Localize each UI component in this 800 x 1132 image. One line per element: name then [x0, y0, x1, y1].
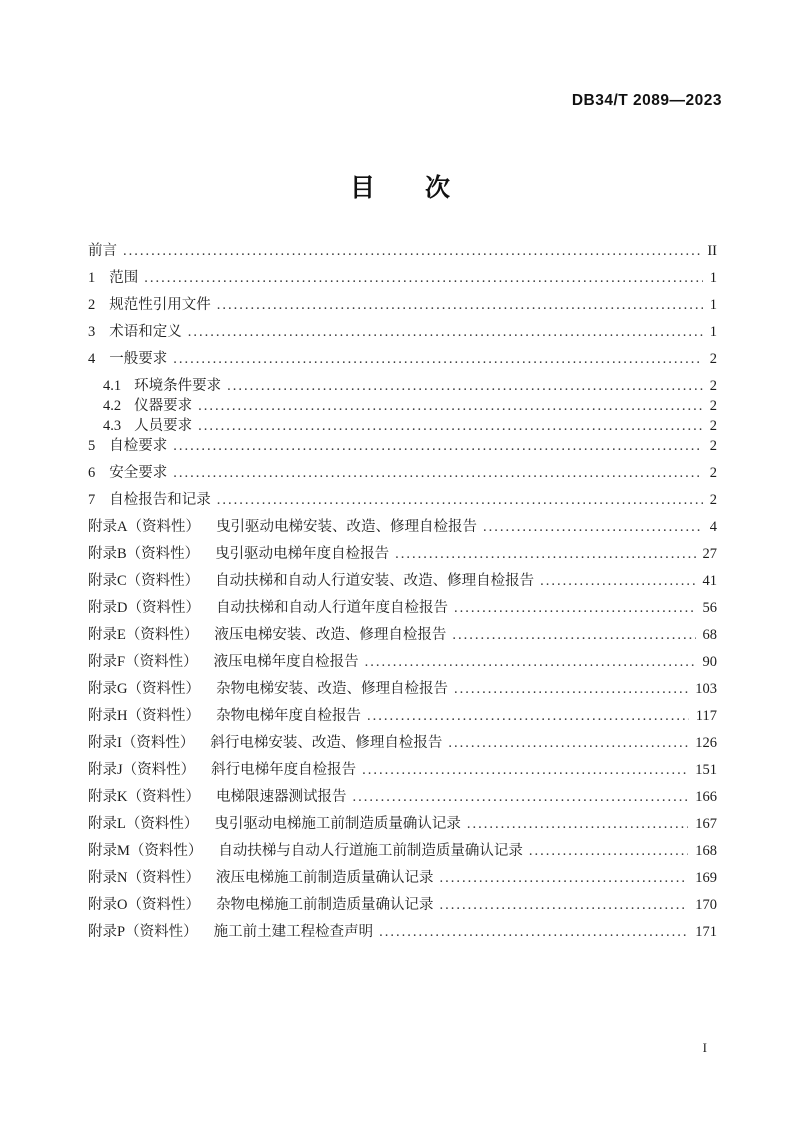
toc-entry-page: 27	[702, 546, 717, 562]
toc-entry-number: 附录H（资料性）	[88, 708, 200, 724]
toc-entry-number: 4.3	[103, 418, 122, 434]
toc-entry-title: 自动扶梯和自动人行道年度自检报告	[215, 600, 448, 616]
toc-entry-title: 液压电梯施工前制造质量确认记录	[215, 870, 434, 886]
toc-leader-dots	[173, 466, 703, 481]
toc-entry-number: 4	[88, 351, 96, 367]
toc-entry-number: 附录J（资料性）	[88, 762, 196, 778]
toc-entry-title: 曳引驱动电梯年度自检报告	[215, 546, 390, 562]
toc-entry	[88, 298, 717, 313]
toc-leader-dots	[439, 898, 688, 913]
toc-entry-title: 斜行电梯安装、改造、修理自检报告	[210, 735, 443, 751]
toc-entry-number: 1	[88, 270, 96, 286]
toc-entry	[88, 399, 717, 414]
toc-leader-dots	[352, 790, 688, 805]
toc-entry-page: 117	[695, 708, 717, 724]
toc-list	[88, 244, 717, 952]
toc-entry	[88, 520, 717, 535]
toc-leader-dots	[123, 244, 700, 259]
toc-entry-title: 电梯限速器测试报告	[215, 789, 347, 805]
toc-entry-title: 曳引驱动电梯施工前制造质量确认记录	[214, 816, 461, 832]
toc-entry-title: 术语和定义	[109, 324, 182, 340]
toc-entry	[88, 628, 717, 643]
toc-entry	[88, 736, 717, 751]
toc-entry-title: 一般要求	[109, 351, 168, 367]
toc-entry-page: 2	[709, 351, 717, 367]
toc-entry-page: 171	[695, 924, 717, 940]
toc-entry	[88, 493, 717, 508]
toc-entry-number: 2	[88, 297, 96, 313]
toc-entry-title: 前言	[88, 243, 117, 259]
toc-entry-page: 68	[702, 627, 717, 643]
toc-entry	[88, 898, 717, 913]
footer-page-number: I	[702, 1040, 707, 1055]
toc-entry-number: 附录L（资料性）	[88, 816, 199, 832]
toc-entry-title: 仪器要求	[134, 398, 193, 414]
toc-entry	[88, 601, 717, 616]
toc-entry-number: 3	[88, 324, 96, 340]
toc-entry-page: 2	[709, 492, 717, 508]
toc-entry	[88, 682, 717, 697]
toc-entry-page: 103	[695, 681, 717, 697]
toc-leader-dots	[367, 709, 689, 724]
toc-entry	[88, 871, 717, 886]
toc-entry-page: 151	[695, 762, 717, 778]
toc-entry	[88, 325, 717, 340]
toc-entry-title: 人员要求	[134, 418, 193, 434]
toc-entry	[88, 574, 717, 589]
toc-leader-dots	[188, 325, 703, 340]
toc-entry-number: 附录K（资料性）	[88, 789, 200, 805]
toc-leader-dots	[379, 925, 688, 940]
toc-entry-number: 附录F（资料性）	[88, 654, 198, 670]
toc-entry-title: 杂物电梯安装、改造、修理自检报告	[215, 681, 448, 697]
toc-entry	[88, 763, 717, 778]
toc-entry-number: 附录B（资料性）	[88, 546, 200, 562]
toc-entry-page: 2	[709, 438, 717, 454]
toc-entry-number: 4.2	[103, 398, 122, 414]
toc-leader-dots	[217, 493, 703, 508]
toc-entry-page: 168	[695, 843, 717, 859]
toc-entry-page: 1	[709, 270, 717, 286]
toc-entry	[88, 925, 717, 940]
toc-entry-title: 自动扶梯和自动人行道安装、改造、修理自检报告	[215, 573, 535, 589]
toc-entry	[88, 844, 717, 859]
toc-leader-dots	[198, 419, 703, 434]
toc-leader-dots	[144, 271, 703, 286]
toc-entry-title: 安全要求	[109, 465, 168, 481]
toc-entry-page: 2	[709, 418, 717, 434]
toc-entry-title: 范围	[109, 270, 139, 286]
toc-entry	[88, 419, 717, 434]
toc-entry-title: 液压电梯安装、改造、修理自检报告	[214, 627, 447, 643]
toc-entry-number: 附录C（资料性）	[88, 573, 200, 589]
toc-leader-dots	[173, 352, 703, 367]
toc-leader-dots	[529, 844, 688, 859]
toc-entry-title: 液压电梯年度自检报告	[213, 654, 359, 670]
toc-entry-page: 167	[695, 816, 717, 832]
toc-entry-page: 1	[709, 324, 717, 340]
toc-entry-number: 4.1	[103, 378, 122, 394]
toc-leader-dots	[454, 682, 688, 697]
toc-entry-page: 1	[709, 297, 717, 313]
toc-entry-title: 自检报告和记录	[109, 492, 211, 508]
toc-entry-number: 5	[88, 438, 96, 454]
toc-entry-title: 曳引驱动电梯安装、改造、修理自检报告	[215, 519, 477, 535]
toc-leader-dots	[448, 736, 688, 751]
toc-leader-dots	[454, 601, 696, 616]
toc-leader-dots	[365, 655, 696, 670]
toc-entry-number: 附录O（资料性）	[88, 897, 200, 913]
toc-entry	[88, 439, 717, 454]
toc-entry-number: 附录P（资料性）	[88, 924, 198, 940]
toc-leader-dots	[362, 763, 688, 778]
toc-leader-dots	[395, 547, 695, 562]
toc-entry-number: 附录D（资料性）	[88, 600, 200, 616]
toc-leader-dots	[439, 871, 688, 886]
toc-entry-title: 杂物电梯年度自检报告	[215, 708, 361, 724]
toc-leader-dots	[467, 817, 688, 832]
toc-entry-number: 附录A（资料性）	[88, 519, 200, 535]
page-title: 目 次	[349, 174, 450, 202]
toc-entry-page: 2	[709, 398, 717, 414]
toc-entry-page: 90	[702, 654, 717, 670]
toc-entry-page: 170	[695, 897, 717, 913]
toc-entry-number: 附录E（资料性）	[88, 627, 199, 643]
toc-entry	[88, 271, 717, 286]
toc-entry-number: 附录N（资料性）	[88, 870, 200, 886]
toc-entry-page: 2	[709, 378, 717, 394]
toc-entry-title: 杂物电梯施工前制造质量确认记录	[215, 897, 434, 913]
toc-entry-page: 126	[695, 735, 717, 751]
toc-entry-page: 41	[702, 573, 717, 589]
toc-leader-dots	[452, 628, 695, 643]
toc-entry	[88, 817, 717, 832]
toc-entry-page: 169	[695, 870, 717, 886]
toc-leader-dots	[198, 399, 703, 414]
toc-entry-number: 6	[88, 465, 96, 481]
toc-entry-title: 斜行电梯年度自检报告	[211, 762, 357, 778]
toc-entry-page: 4	[709, 519, 717, 535]
toc-entry-title: 自检要求	[109, 438, 168, 454]
toc-entry-title: 环境条件要求	[134, 378, 222, 394]
toc-entry-title: 规范性引用文件	[109, 297, 211, 313]
toc-entry-page: 2	[709, 465, 717, 481]
toc-entry-page: 166	[695, 789, 717, 805]
toc-entry	[88, 244, 717, 259]
toc-entry-number: 附录G（资料性）	[88, 681, 200, 697]
toc-entry-title: 自动扶梯与自动人行道施工前制造质量确认记录	[218, 843, 523, 859]
toc-entry	[88, 790, 717, 805]
toc-leader-dots	[227, 379, 703, 394]
toc-entry	[88, 709, 717, 724]
toc-leader-dots	[483, 520, 703, 535]
toc-entry	[88, 379, 717, 394]
toc-leader-dots	[173, 439, 703, 454]
toc-entry	[88, 352, 717, 367]
toc-entry-number: 7	[88, 492, 96, 508]
toc-leader-dots	[217, 298, 703, 313]
toc-entry-number: 附录M（资料性）	[88, 843, 203, 859]
toc-entry	[88, 466, 717, 481]
toc-entry	[88, 547, 717, 562]
toc-leader-dots	[540, 574, 695, 589]
toc-entry-number: 附录I（资料性）	[88, 735, 195, 751]
toc-entry-page: 56	[702, 600, 717, 616]
toc-entry-title: 施工前土建工程检查声明	[213, 924, 374, 940]
standard-number: DB34/T 2089—2023	[571, 92, 722, 109]
toc-entry	[88, 655, 717, 670]
toc-entry-page: II	[707, 243, 717, 259]
